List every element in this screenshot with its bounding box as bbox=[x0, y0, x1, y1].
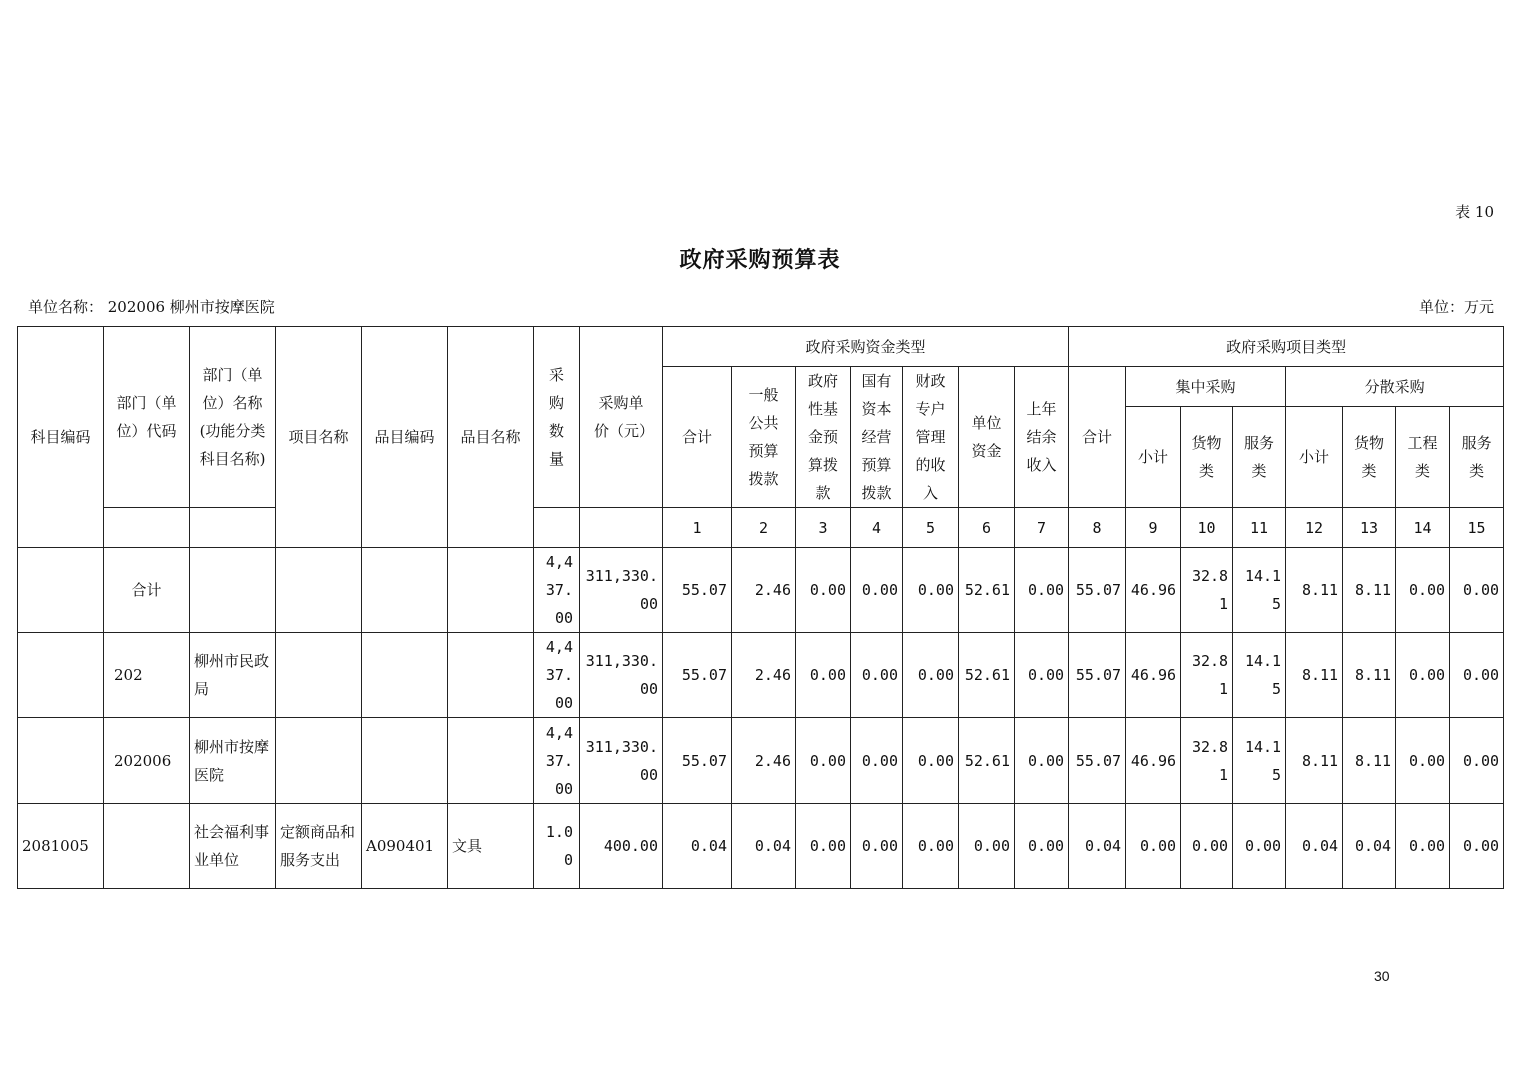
dept-code-number-cell bbox=[104, 508, 190, 548]
dept-code-cell bbox=[104, 804, 190, 889]
value-cell: 46.96 bbox=[1126, 548, 1181, 633]
table-row bbox=[18, 718, 1504, 804]
value-cell: 14.15 bbox=[1233, 548, 1286, 633]
value-cell: 0.00 bbox=[903, 804, 959, 889]
value-cell: 8.11 bbox=[1286, 718, 1343, 804]
value-cell: 0.00 bbox=[1396, 633, 1450, 718]
header-proj-total: 合计 bbox=[1069, 367, 1126, 508]
header-prev-balance: 上年结余收入 bbox=[1015, 367, 1069, 508]
value-cell: 0.00 bbox=[1450, 718, 1504, 804]
value-cell: 0.00 bbox=[903, 548, 959, 633]
item-name-cell bbox=[448, 718, 534, 804]
header-row-1 bbox=[18, 327, 1504, 367]
value-cell: 0.00 bbox=[1396, 804, 1450, 889]
dept-name-cell: 柳州市按摩医院 bbox=[190, 718, 276, 804]
table-row bbox=[18, 548, 1504, 633]
value-cell: 0.00 bbox=[1015, 633, 1069, 718]
subject-code-cell: 2081005 bbox=[18, 804, 104, 889]
column-number: 3 bbox=[796, 508, 851, 548]
value-cell: 52.61 bbox=[959, 718, 1015, 804]
project-name-cell bbox=[276, 718, 362, 804]
value-cell: 0.00 bbox=[1450, 633, 1504, 718]
value-cell: 0.00 bbox=[1015, 548, 1069, 633]
header-decentralized: 分散采购 bbox=[1286, 367, 1504, 407]
value-cell: 0.00 bbox=[796, 804, 851, 889]
value-cell: 0.04 bbox=[732, 804, 796, 889]
header-centralized: 集中采购 bbox=[1126, 367, 1286, 407]
value-cell: 2.46 bbox=[732, 633, 796, 718]
dept-code-cell: 202006 bbox=[104, 718, 190, 804]
header-gov-fund: 政府性基金预算拨款 bbox=[796, 367, 851, 508]
column-number: 8 bbox=[1069, 508, 1126, 548]
header-d-service: 服务类 bbox=[1450, 407, 1504, 508]
value-cell: 0.00 bbox=[1181, 804, 1233, 889]
value-cell: 55.07 bbox=[1069, 633, 1126, 718]
table-row bbox=[18, 633, 1504, 718]
dept-name-cell: 柳州市民政局 bbox=[190, 633, 276, 718]
item-code-cell bbox=[362, 718, 448, 804]
value-cell: 0.00 bbox=[1015, 804, 1069, 889]
item-name-cell bbox=[448, 548, 534, 633]
value-cell: 0.04 bbox=[1286, 804, 1343, 889]
header-d-engineering: 工程类 bbox=[1396, 407, 1450, 508]
project-name-cell: 定额商品和服务支出 bbox=[276, 804, 362, 889]
value-cell: 0.00 bbox=[1450, 548, 1504, 633]
header-subject-code: 科目编码 bbox=[18, 327, 104, 548]
value-cell: 2.46 bbox=[732, 718, 796, 804]
value-cell: 55.07 bbox=[663, 633, 732, 718]
header-dept-code: 部门（单位）代码 bbox=[104, 327, 190, 508]
value-cell: 8.11 bbox=[1286, 548, 1343, 633]
dept-code-cell: 合计 bbox=[104, 548, 190, 633]
value-cell: 0.00 bbox=[851, 548, 903, 633]
item-code-cell bbox=[362, 633, 448, 718]
value-cell: 14.15 bbox=[1233, 718, 1286, 804]
value-cell: 55.07 bbox=[1069, 718, 1126, 804]
column-number: 5 bbox=[903, 508, 959, 548]
dept-code-cell: 202 bbox=[104, 633, 190, 718]
quantity-cell: 4,437.00 bbox=[534, 633, 580, 718]
unit-price-cell: 311,330.00 bbox=[580, 548, 663, 633]
value-cell: 52.61 bbox=[959, 633, 1015, 718]
dept-name-cell bbox=[190, 548, 276, 633]
value-cell: 0.04 bbox=[663, 804, 732, 889]
value-cell: 0.04 bbox=[1069, 804, 1126, 889]
header-project-type-group: 政府采购项目类型 bbox=[1069, 327, 1504, 367]
table-number: 表 10 bbox=[1455, 203, 1494, 221]
value-cell: 0.00 bbox=[851, 633, 903, 718]
value-cell: 0.00 bbox=[1396, 718, 1450, 804]
header-state-capital: 国有资本经营预算拨款 bbox=[851, 367, 903, 508]
header-c-subtotal: 小计 bbox=[1126, 407, 1181, 508]
value-cell: 32.81 bbox=[1181, 718, 1233, 804]
quantity-cell: 4,437.00 bbox=[534, 548, 580, 633]
header-unit-price: 采购单价（元） bbox=[580, 327, 663, 508]
header-fund-type-group: 政府采购资金类型 bbox=[663, 327, 1069, 367]
quantity-number-cell bbox=[534, 508, 580, 548]
subject-code-cell bbox=[18, 633, 104, 718]
value-cell: 2.46 bbox=[732, 548, 796, 633]
column-number: 14 bbox=[1396, 508, 1450, 548]
header-fund-total: 合计 bbox=[663, 367, 732, 508]
header-general-budget: 一般公共预算拨款 bbox=[732, 367, 796, 508]
item-name-cell: 文具 bbox=[448, 804, 534, 889]
value-cell: 55.07 bbox=[663, 548, 732, 633]
column-number: 12 bbox=[1286, 508, 1343, 548]
value-cell: 0.00 bbox=[851, 804, 903, 889]
column-number: 6 bbox=[959, 508, 1015, 548]
item-code-cell: A090401 bbox=[362, 804, 448, 889]
item-name-cell bbox=[448, 633, 534, 718]
dept-name-cell: 社会福利事业单位 bbox=[190, 804, 276, 889]
header-item-code: 品目编码 bbox=[362, 327, 448, 548]
value-cell: 8.11 bbox=[1286, 633, 1343, 718]
procurement-budget-table bbox=[17, 326, 1504, 889]
column-number: 10 bbox=[1181, 508, 1233, 548]
value-cell: 32.81 bbox=[1181, 548, 1233, 633]
column-number: 9 bbox=[1126, 508, 1181, 548]
header-item-name: 品目名称 bbox=[448, 327, 534, 548]
subject-code-cell bbox=[18, 548, 104, 633]
value-cell: 8.11 bbox=[1343, 633, 1396, 718]
value-cell: 0.00 bbox=[796, 633, 851, 718]
value-cell: 14.15 bbox=[1233, 633, 1286, 718]
header-unit-fund: 单位资金 bbox=[959, 367, 1015, 508]
page-title: 政府采购预算表 bbox=[679, 247, 841, 273]
header-d-subtotal: 小计 bbox=[1286, 407, 1343, 508]
value-cell: 0.00 bbox=[851, 718, 903, 804]
currency-unit: 单位：万元 bbox=[1418, 298, 1494, 316]
page-number: 30 bbox=[1374, 968, 1390, 984]
header-special-account: 财政专户管理的收入 bbox=[903, 367, 959, 508]
header-d-goods: 货物类 bbox=[1343, 407, 1396, 508]
item-code-cell bbox=[362, 548, 448, 633]
project-name-cell bbox=[276, 633, 362, 718]
header-dept-name: 部门（单位）名称(功能分类科目名称) bbox=[190, 327, 276, 508]
value-cell: 46.96 bbox=[1126, 718, 1181, 804]
value-cell: 0.04 bbox=[1343, 804, 1396, 889]
dept-name-number-cell bbox=[190, 508, 276, 548]
column-number: 2 bbox=[732, 508, 796, 548]
header-project-name: 项目名称 bbox=[276, 327, 362, 548]
quantity-cell: 1.00 bbox=[534, 804, 580, 889]
value-cell: 8.11 bbox=[1343, 718, 1396, 804]
value-cell: 0.00 bbox=[959, 804, 1015, 889]
value-cell: 55.07 bbox=[1069, 548, 1126, 633]
value-cell: 8.11 bbox=[1343, 548, 1396, 633]
subject-code-cell bbox=[18, 718, 104, 804]
unit-price-cell: 311,330.00 bbox=[580, 718, 663, 804]
column-number-row bbox=[18, 508, 1504, 548]
unit-price-cell: 311,330.00 bbox=[580, 633, 663, 718]
header-c-goods: 货物类 bbox=[1181, 407, 1233, 508]
unit-price-cell: 400.00 bbox=[580, 804, 663, 889]
column-number: 13 bbox=[1343, 508, 1396, 548]
column-number: 7 bbox=[1015, 508, 1069, 548]
table-row bbox=[18, 804, 1504, 889]
value-cell: 52.61 bbox=[959, 548, 1015, 633]
value-cell: 0.00 bbox=[796, 548, 851, 633]
value-cell: 32.81 bbox=[1181, 633, 1233, 718]
value-cell: 55.07 bbox=[663, 718, 732, 804]
header-c-service: 服务类 bbox=[1233, 407, 1286, 508]
table-body bbox=[18, 548, 1504, 889]
column-number: 15 bbox=[1450, 508, 1504, 548]
value-cell: 0.00 bbox=[1450, 804, 1504, 889]
value-cell: 0.00 bbox=[1126, 804, 1181, 889]
column-number: 4 bbox=[851, 508, 903, 548]
header-quantity: 采购数量 bbox=[534, 327, 580, 508]
column-number: 1 bbox=[663, 508, 732, 548]
column-number: 11 bbox=[1233, 508, 1286, 548]
value-cell: 0.00 bbox=[903, 718, 959, 804]
unit-price-number-cell bbox=[580, 508, 663, 548]
value-cell: 46.96 bbox=[1126, 633, 1181, 718]
value-cell: 0.00 bbox=[796, 718, 851, 804]
value-cell: 0.00 bbox=[1396, 548, 1450, 633]
value-cell: 0.00 bbox=[1233, 804, 1286, 889]
value-cell: 0.00 bbox=[1015, 718, 1069, 804]
project-name-cell bbox=[276, 548, 362, 633]
value-cell: 0.00 bbox=[903, 633, 959, 718]
quantity-cell: 4,437.00 bbox=[534, 718, 580, 804]
unit-name: 单位名称： 202006 柳州市按摩医院 bbox=[28, 298, 275, 316]
